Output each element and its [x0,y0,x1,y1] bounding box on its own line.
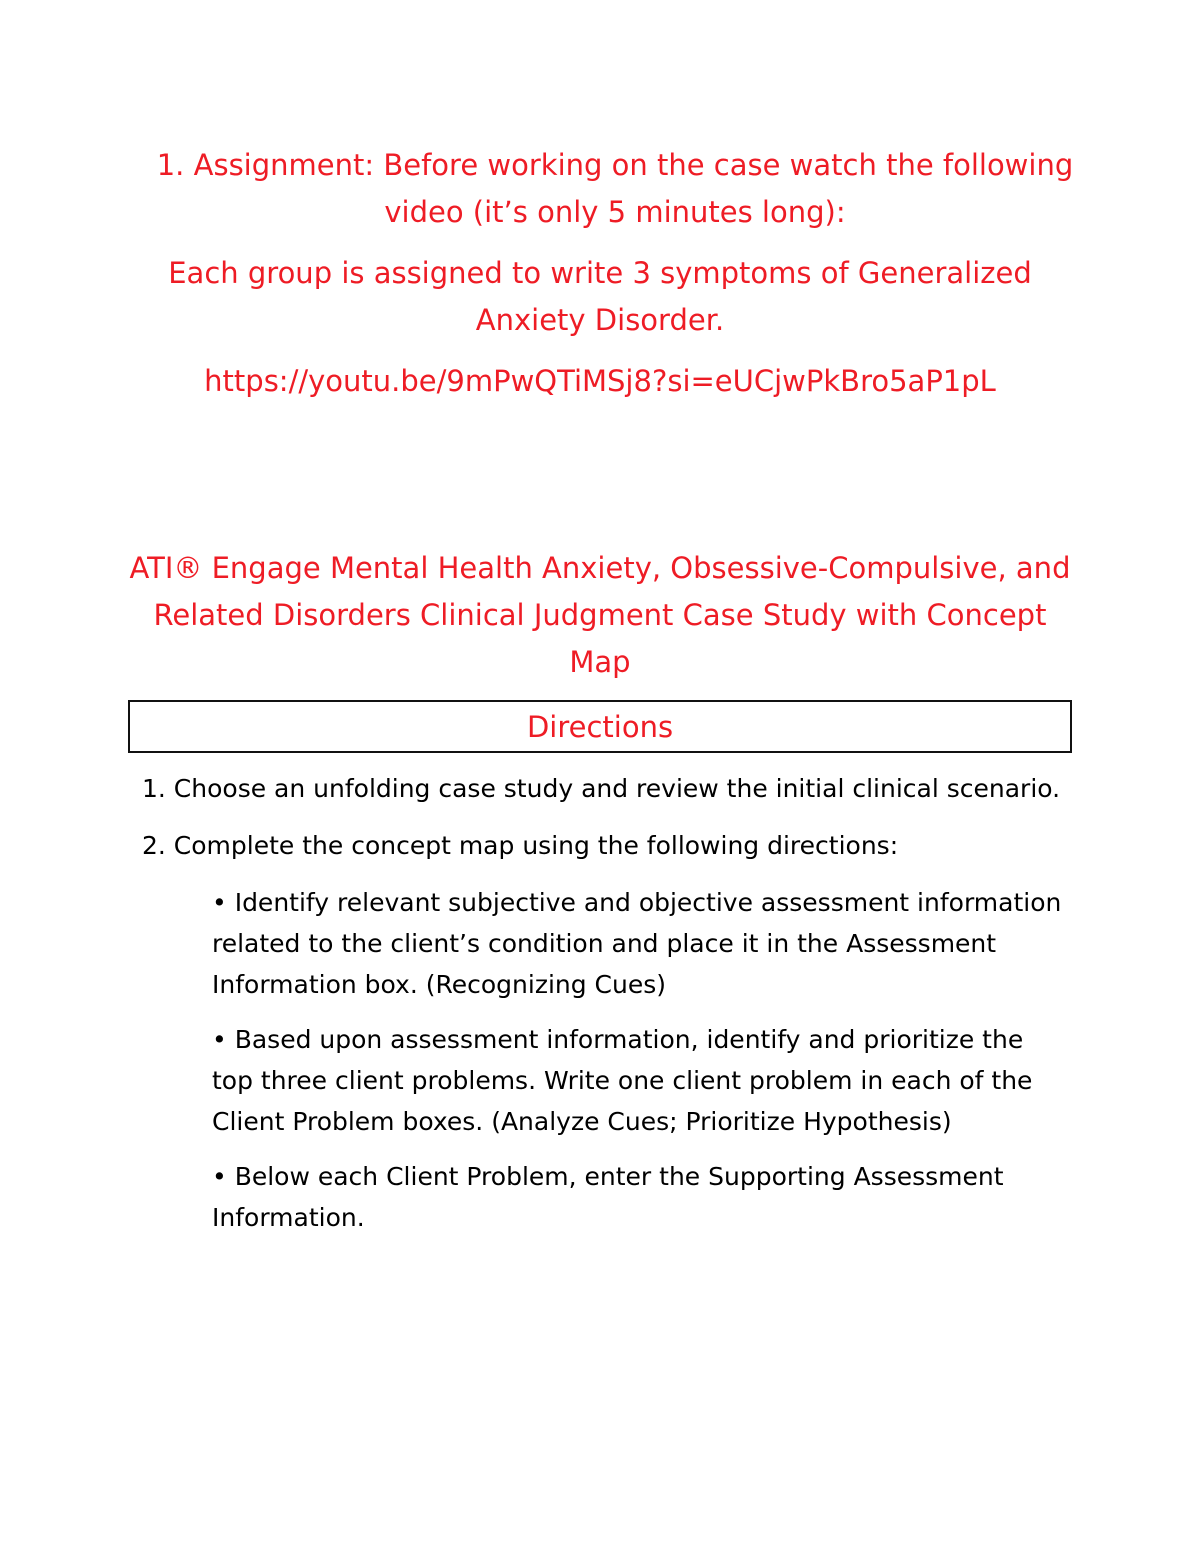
group-task-text: Each group is assigned to write 3 symptoms of Generalized Anxiety Disorder. [168,256,1032,337]
direction-step-2: 2. Complete the concept map using the following directions: [142,831,899,860]
directions-heading: Directions [526,709,674,744]
case-study-title: ATI® Engage Mental Health Anxiety, Obsessive-Compulsive, and Related Disorders Clinical Judgment Case Study with Concept Map [129,551,1071,679]
directions-list [142,768,1072,1252]
video-link[interactable]: https://youtu.be/9mPwQTiMSj8?si=eUCjwPkBro5aP1pL [204,364,996,398]
direction-step-1: 1. Choose an unfolding case study and review the initial clinical scenario. [142,774,1061,803]
assignment-heading: 1. Assignment: Before working on the case watch the following video (it’s only 5 minutes long): [156,148,1074,229]
direction-bullet-identify: • Identify relevant subjective and objective assessment information related to the client’s condition and place it in the Assessment Information box. (Recognizing Cues) [212,888,1062,999]
directions-heading-box [128,700,1072,753]
direction-bullet-prioritize: • Based upon assessment information, identify and prioritize the top three client problems. Write one client problem in each of the Client Problem boxes. (Analyze Cues; Prioritize Hypothesis) [212,1025,1033,1136]
direction-bullet-supporting: • Below each Client Problem, enter the Supporting Assessment Information. [212,1162,1004,1232]
